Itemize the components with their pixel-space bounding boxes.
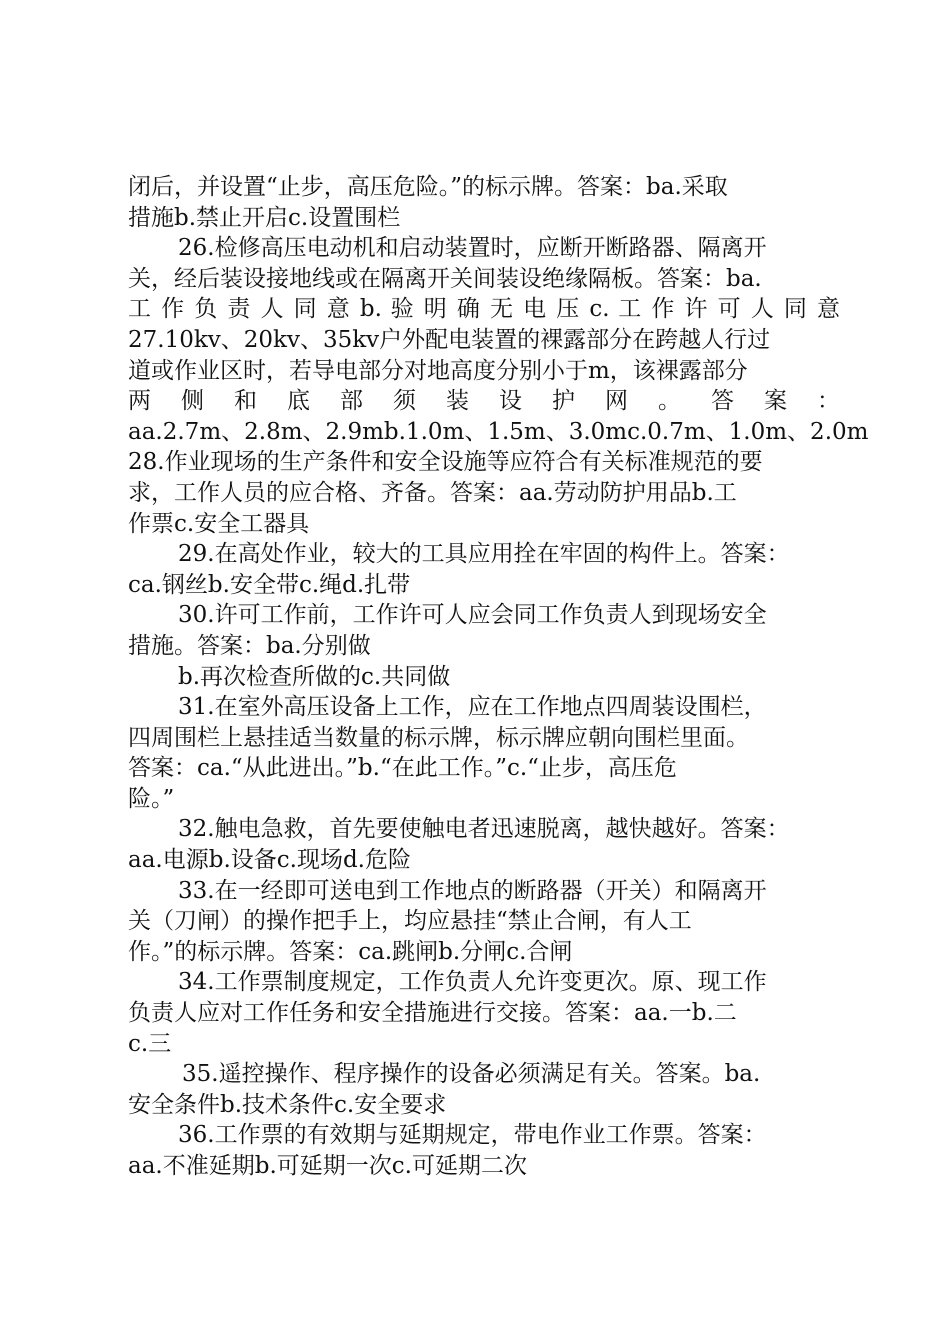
text-line: ca.钢丝b.安全带c.绳d.扎带: [128, 571, 411, 598]
text-line: 四周围栏上悬挂适当数量的标示牌，标示牌应朝向围栏里面。: [128, 724, 749, 751]
text-line: 措施。答案：ba.分别做: [128, 632, 371, 659]
text-line: 工 作 负 责 人 同 意 b. 验 明 确 无 电 压 c. 工 作 许 可 人 同 意: [128, 296, 840, 323]
question-29: 29.在高处作业，较大的工具应用拴在牢固的构件上。答案：: [178, 541, 790, 568]
question-33: 33.在一经即可送电到工作地点的断路器（开关）和隔离开: [178, 877, 767, 904]
text-line: 关（刀闸）的操作把手上，均应悬挂“禁止合闸，有人工: [128, 908, 692, 935]
text-line: c.三: [128, 1030, 172, 1057]
text-line: 作。”的标示牌。答案：ca.跳闸b.分闸c.合闸: [128, 938, 573, 965]
question-30: 30.许可工作前，工作许可人应会同工作负责人到现场安全: [178, 602, 767, 629]
text-line: 道或作业区时，若导电部分对地高度分别小于m，该裸露部分: [128, 357, 748, 384]
document-body: [128, 172, 869, 1182]
question-31: 31.在室外高压设备上工作，应在工作地点四周装设围栏，: [178, 694, 767, 721]
question-28: 28.作业现场的生产条件和安全设施等应符合有关标准规范的要: [128, 449, 763, 476]
text-line: 关，经后装设接地线或在隔离开关间装设绝缘隔板。答案：ba.: [128, 265, 762, 292]
text-line: 闭后，并设置“止步，高压危险。”的标示牌。答案：ba.采取: [128, 174, 728, 200]
text-line: aa.不准延期b.可延期一次c.可延期二次: [128, 1153, 527, 1179]
text-line: 措施b.禁止开启c.设置围栏: [128, 204, 401, 231]
question-35: 35.遥控操作、程序操作的设备必须满足有关。答案。ba.: [182, 1061, 761, 1088]
question-32: 32.触电急救，首先要使触电者迅速脱离，越快越好。答案：: [178, 816, 790, 843]
question-36: 36.工作票的有效期与延期规定，带电作业工作票。答案：: [178, 1122, 767, 1149]
text-line: 险。”: [128, 785, 175, 812]
text-line: 答案：ca.“从此进出。”b.“在此工作。”c.“止步，高压危: [128, 755, 677, 782]
text-line: 安全条件b.技术条件c.安全要求: [128, 1091, 447, 1118]
question-27: 27.10kv、20kv、35kv户外配电装置的裸露部分在跨越人行过: [128, 326, 771, 353]
text-line: 两 侧 和 底 部 须 装 设 护 网 。 答 案 ：: [128, 388, 840, 415]
text-line: 负责人应对工作任务和安全措施进行交接。答案：aa.一b.二: [128, 1000, 737, 1027]
question-34: 34.工作票制度规定，工作负责人允许变更次。原、现工作: [178, 969, 767, 996]
text-line: b.再次检查所做的c.共同做: [178, 663, 451, 690]
text-line: 作票c.安全工器具: [128, 510, 310, 537]
text-line: aa.2.7m、2.8m、2.9mb.1.0m、1.5m、3.0mc.0.7m、1.0m、2.0m: [128, 418, 869, 445]
question-26: 26.检修高压电动机和启动装置时，应断开断路器、隔离开: [178, 235, 767, 262]
text-line: aa.电源b.设备c.现场d.危险: [128, 847, 411, 874]
text-line: 求，工作人员的应合格、齐备。答案：aa.劳动防护用品b.工: [128, 479, 737, 506]
